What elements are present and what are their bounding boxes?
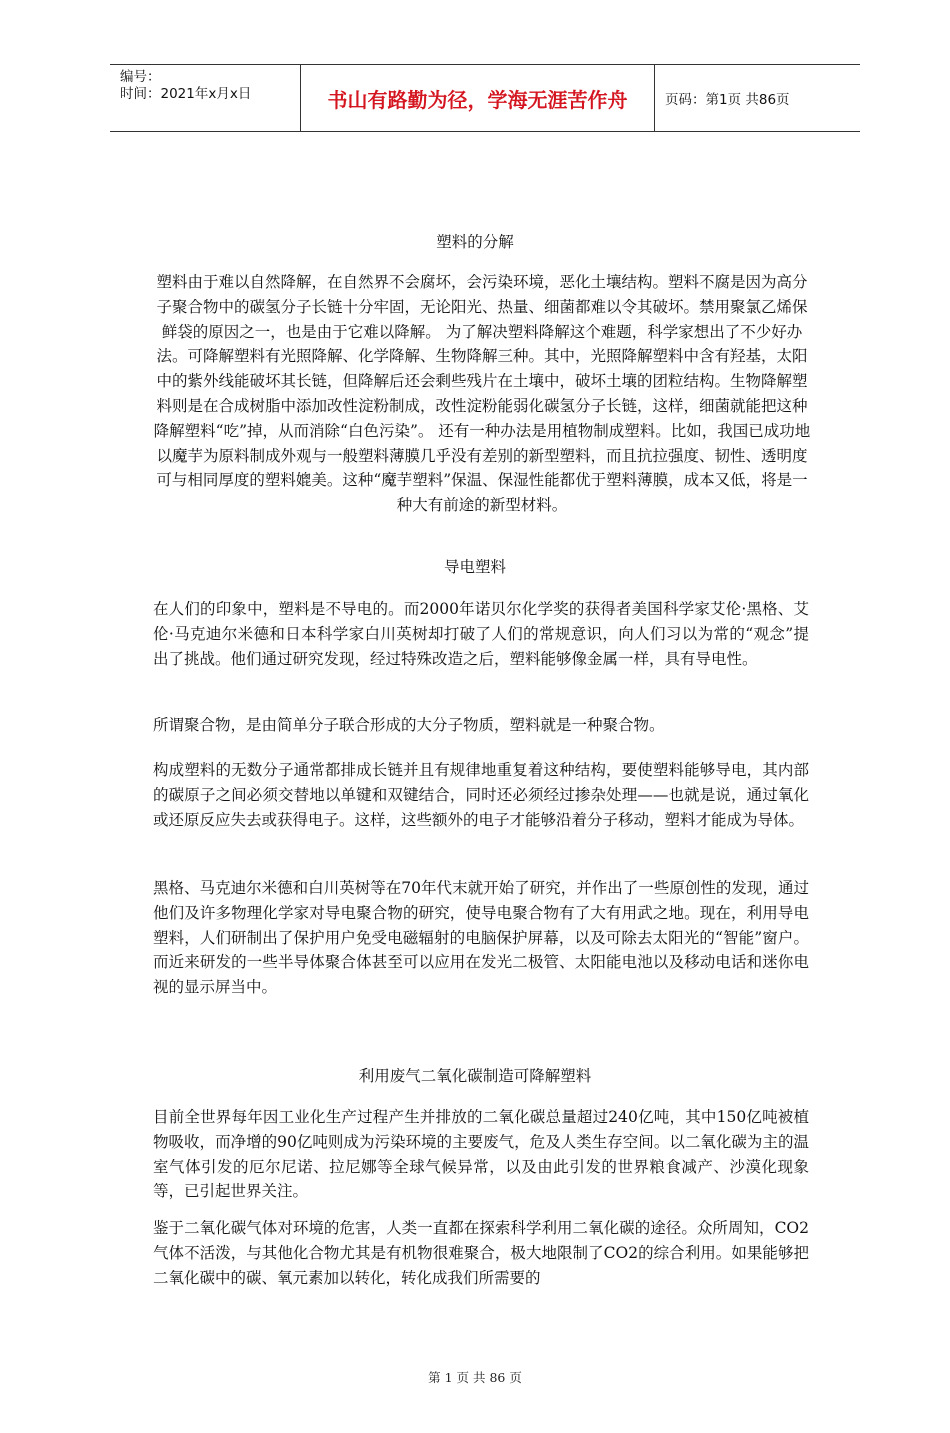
serial-label: 编号： bbox=[120, 69, 161, 85]
section-title-conductive-plastic: 导电塑料 bbox=[443, 558, 506, 576]
section-title-co2-plastic: 利用废气二氧化碳制造可降解塑料 bbox=[358, 1067, 592, 1085]
paragraph: 黑格、马克迪尔米德和白川英树等在70年代末就开始了研究，并作出了一些原创性的发现，通过他们及许多物理化学家对导电聚合物的研究，使导电聚合物有了大有用武之地。现在，利用导电塑料，人们研制出了保护用户免受电磁辐射的电脑保护屏幕，以及可除去太阳光的“智能”窗户。而近来研发的一些半导体聚合体甚至可以应用在发光二极管、太阳能电池以及移动电话和迷你电视的显示屏当中。 bbox=[153, 879, 809, 997]
time-label: 时间：2021年x月x日 bbox=[120, 86, 252, 102]
header-page-code: 页码：第1页 共86页 bbox=[665, 92, 790, 108]
paragraph: 构成塑料的无数分子通常都排成长链并且有规律地重复着这种结构，要使塑料能够导电，其内部的碳原子之间必须交替地以单键和双键结合，同时还必须经过掺杂处理——也就是说，通过氧化或还原反应失去或获得电子。这样，这些额外的电子才能够沿着分子移动，塑料才能成为导体。 bbox=[153, 761, 809, 829]
header-motto: 书山有路勤为径，学海无涯苦作舟 bbox=[301, 65, 655, 131]
paragraph: 所谓聚合物，是由简单分子联合形成的大分子物质，塑料就是一种聚合物。 bbox=[153, 716, 665, 734]
paragraph: 鉴于二氧化碳气体对环境的危害，人类一直都在探索科学利用二氧化碳的途径。众所周知，CO2气体不活泼，与其他化合物尤其是有机物很难聚合，极大地限制了CO2的综合利用。如果能够把二氧化碳中的碳、氧元素加以转化，转化成我们所需要的 bbox=[153, 1219, 809, 1287]
page-footer: 第 1 页 共 86 页 bbox=[428, 1370, 522, 1385]
section-title-plastic-decomposition: 塑料的分解 bbox=[436, 233, 514, 251]
paragraph: 塑料由于难以自然降解，在自然界不会腐坏，会污染环境，恶化土壤结构。塑料不腐是因为高分子聚合物中的碳氢分子长链十分牢固，无论阳光、热量、细菌都难以令其破坏。禁用聚氯乙烯保鲜袋的原因之一，也是由于它难以降解。 为了解决塑料降解这个难题，科学家想出了不少好办法。可降解塑料有光照降解、化学降解、生物降解三种。其中，光照降解塑料中含有羟基，太阳中的紫外线能破坏其长链，但降解后还会剩些残片在土壤中，破坏土壤的团粒结构。生物降解塑料则是在合成树脂中添加改性淀粉制成，改性淀粉能弱化碳氢分子长链，这样，细菌就能把这种降解塑料“吃”掉，从而消除“白色污染”。 还有一种办法是用植物制成塑料。比如，我国已成功地以魔芋为原料制成外观与一般塑料薄膜几乎没有差别的新型塑料，而且抗拉强度、韧性、透明度可与相同厚度的塑料媲美。这种“魔芋塑料”保温、保湿性能都优于塑料薄膜，成本又低，将是一种大有前途的新型材料。 bbox=[153, 273, 811, 515]
paragraph: 目前全世界每年因工业化生产过程产生并排放的二氧化碳总量超过240亿吨，其中150亿吨被植物吸收，而净增的90亿吨则成为污染环境的主要废气，危及人类生存空间。以二氧化碳为主的温室气体引发的厄尔尼诺、拉尼娜等全球气候异常，以及由此引发的世界粮食减产、沙漠化现象等，已引起世界关注。 bbox=[153, 1108, 809, 1201]
paragraph: 在人们的印象中，塑料是不导电的。而2000年诺贝尔化学奖的获得者美国科学家艾伦·黑格、艾伦·马克迪尔米德和日本科学家白川英树却打破了人们的常规意识，向人们习以为常的“观念”提出了挑战。他们通过研究发现，经过特殊改造之后，塑料能够像金属一样，具有导电性。 bbox=[153, 600, 809, 668]
